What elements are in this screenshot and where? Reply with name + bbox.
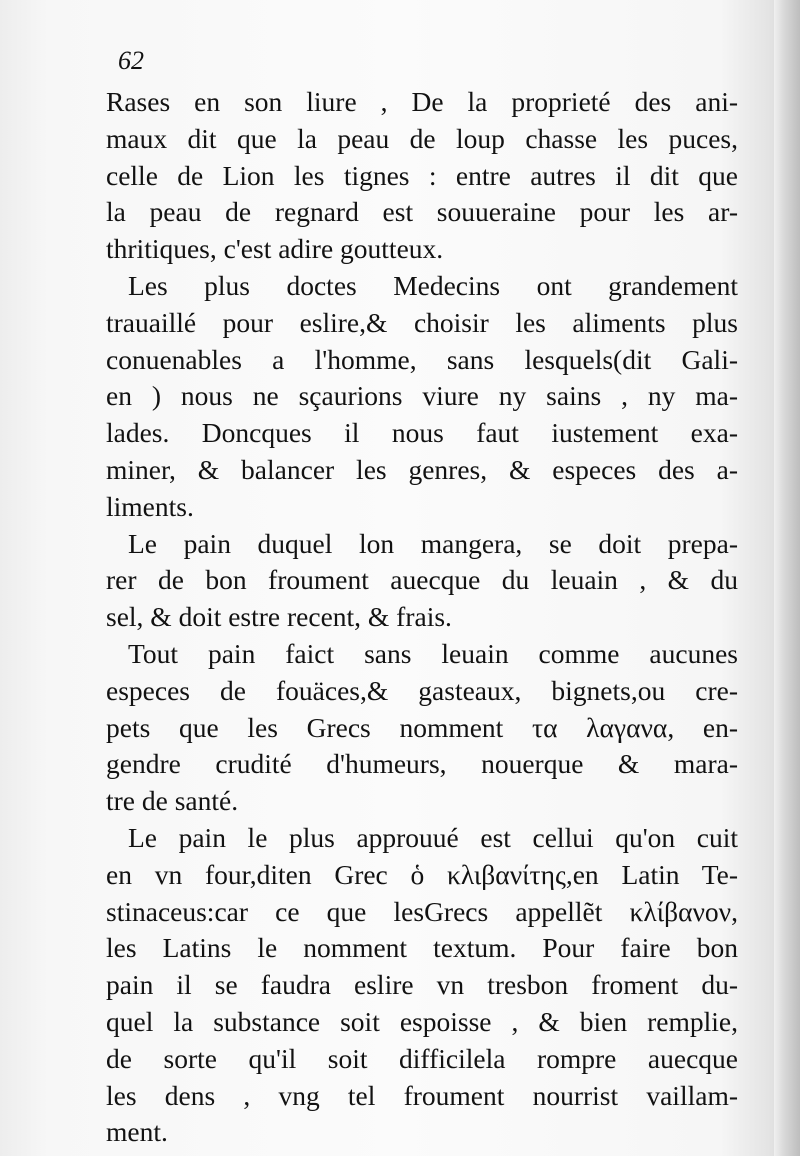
text-line: Tout pain faict sans leuain comme aucunes bbox=[128, 637, 738, 669]
text-line: la peau de regnard est souueraine pour les ar- bbox=[106, 196, 738, 228]
text-line: celle de Lion les tignes : entre autres il dit que bbox=[106, 159, 738, 191]
text-line: ment. bbox=[106, 1116, 168, 1148]
text-line: tre de santé. bbox=[106, 785, 239, 817]
text-line: les dens , vng tel froument nourrist vaillam- bbox=[106, 1079, 738, 1111]
text-line: maux dit que la peau de loup chasse les puces, bbox=[106, 122, 738, 154]
text-line: especes de fouäces,& gasteaux, bignets,ou cre- bbox=[106, 674, 738, 706]
page-number: 62 bbox=[118, 46, 144, 75]
text-line: Rases en son liure , De la proprieté des ani- bbox=[106, 86, 738, 117]
text-line: miner, & balancer les genres, & especes des a- bbox=[106, 453, 738, 485]
text-line: pets que les Grecs nomment τα λαγανα, en- bbox=[106, 711, 738, 743]
text-line: en ) nous ne sçaurions viure ny sains , ny ma- bbox=[106, 380, 738, 412]
text-line: liments. bbox=[106, 490, 194, 522]
text-line: conuenables a l'homme, sans lesquels(dit Gali- bbox=[106, 343, 738, 375]
page-binding-edge bbox=[774, 0, 800, 1156]
text-line: pain il se faudra eslire vn tresbon froment du- bbox=[106, 969, 738, 1001]
text-line: lades. Doncques il nous faut iustement exa- bbox=[106, 417, 738, 449]
body-text bbox=[106, 84, 738, 1151]
text-line: thritiques, c'est adire goutteux. bbox=[106, 233, 444, 265]
text-line: trauaillé pour eslire,& choisir les aliments plus bbox=[106, 306, 738, 338]
text-line: stinaceus:car ce que lesGrecs appellẽt κλίβανον, bbox=[106, 895, 738, 927]
text-line: Les plus doctes Medecins ont grandement bbox=[128, 269, 738, 301]
text-line: quel la substance soit espoisse , & bien remplie, bbox=[106, 1005, 738, 1037]
text-line: rer de bon froument auecque du leuain , & du bbox=[106, 564, 738, 596]
text-line: les Latins le nomment textum. Pour faire bon bbox=[106, 932, 738, 964]
text-line: sel, & doit estre recent, & frais. bbox=[106, 601, 452, 633]
text-line: Le pain duquel lon mangera, se doit prepa- bbox=[128, 527, 738, 559]
text-line: de sorte qu'il soit difficilela rompre auecque bbox=[106, 1042, 738, 1074]
text-line: en vn four,diten Grec ὁ κλιβανίτης,en Latin Te- bbox=[106, 858, 738, 890]
text-line: gendre crudité d'humeurs, nouerque & mara- bbox=[106, 748, 738, 780]
text-line: Le pain le plus approuué est cellui qu'on cuit bbox=[128, 821, 738, 853]
